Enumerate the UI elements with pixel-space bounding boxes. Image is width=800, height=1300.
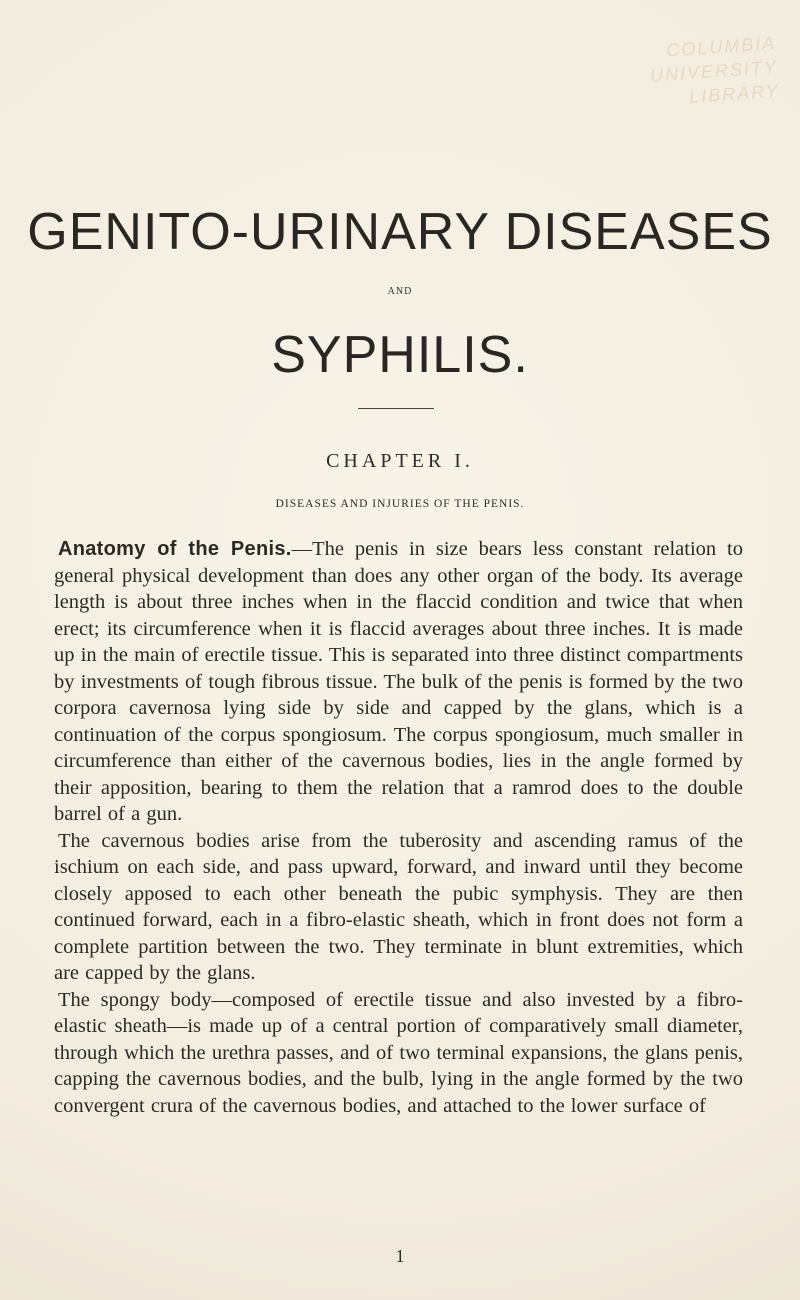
book-subtitle: SYPHILIS. bbox=[271, 326, 529, 384]
paragraph-3: The spongy body—composed of erectile tissue and also invested by a fibro-elastic sheath—is made up of a central portion of comparatively small diameter, through which the urethra passes, and of two terminal expansions, the glans penis, capping the cavernous bodies, and the bulb, lying in the angle formed by the two convergent crura of the cavernous bodies, and attached to the lower surface of bbox=[54, 988, 743, 1117]
paragraph-2: The cavernous bodies arise from the tuberosity and ascending ramus of the ischium on each side, and pass upward, forward, and inward until they become closely apposed to each other beneath the pubic symphysis. They are then continued forward, each in a fibro-elastic sheath, which in front does not form a complete partition between the two. They terminate in blunt extremities, which are capped by the glans. bbox=[54, 829, 743, 984]
title-divider bbox=[358, 408, 434, 409]
paragraph-1 bbox=[54, 536, 743, 828]
section-heading: Anatomy of the Penis. bbox=[58, 538, 292, 560]
stamp-line-3: LIBRARY bbox=[688, 80, 781, 107]
chapter-subtitle: DISEASES AND INJURIES OF THE PENIS. bbox=[275, 498, 525, 510]
stamp-line-2: UNIVERSITY bbox=[649, 56, 779, 86]
book-title: GENITO-URINARY DISEASES bbox=[27, 203, 773, 261]
title-conjunction: AND bbox=[387, 286, 413, 297]
library-stamp bbox=[626, 31, 781, 113]
stamp-line-1: COLUMBIA bbox=[665, 32, 777, 61]
paragraph-1-text: —The penis in size bears less constant relation to general physical development than does any other organ of the body. Its average length is about three inches when in the flaccid condition and twice that when erect; its circumference when it is flaccid averages about three inches. It is made up in the main of erectile tissue. This is separated into three distinct compartments by investments of tough fibrous tissue. The bulk of the penis is formed by the two corpora cavernosa lying side by side and capped by the glans, which is a continuation of the corpus spongiosum. The corpus spongiosum, much smaller in circumference than either of the cavernous bodies, lies in the angle formed by their apposition, bearing to them the relation that a ramrod does to the double barrel of a gun. bbox=[54, 538, 743, 825]
page-number: 1 bbox=[395, 1246, 405, 1266]
body-text bbox=[54, 536, 743, 1119]
chapter-heading: CHAPTER I. bbox=[326, 450, 474, 472]
